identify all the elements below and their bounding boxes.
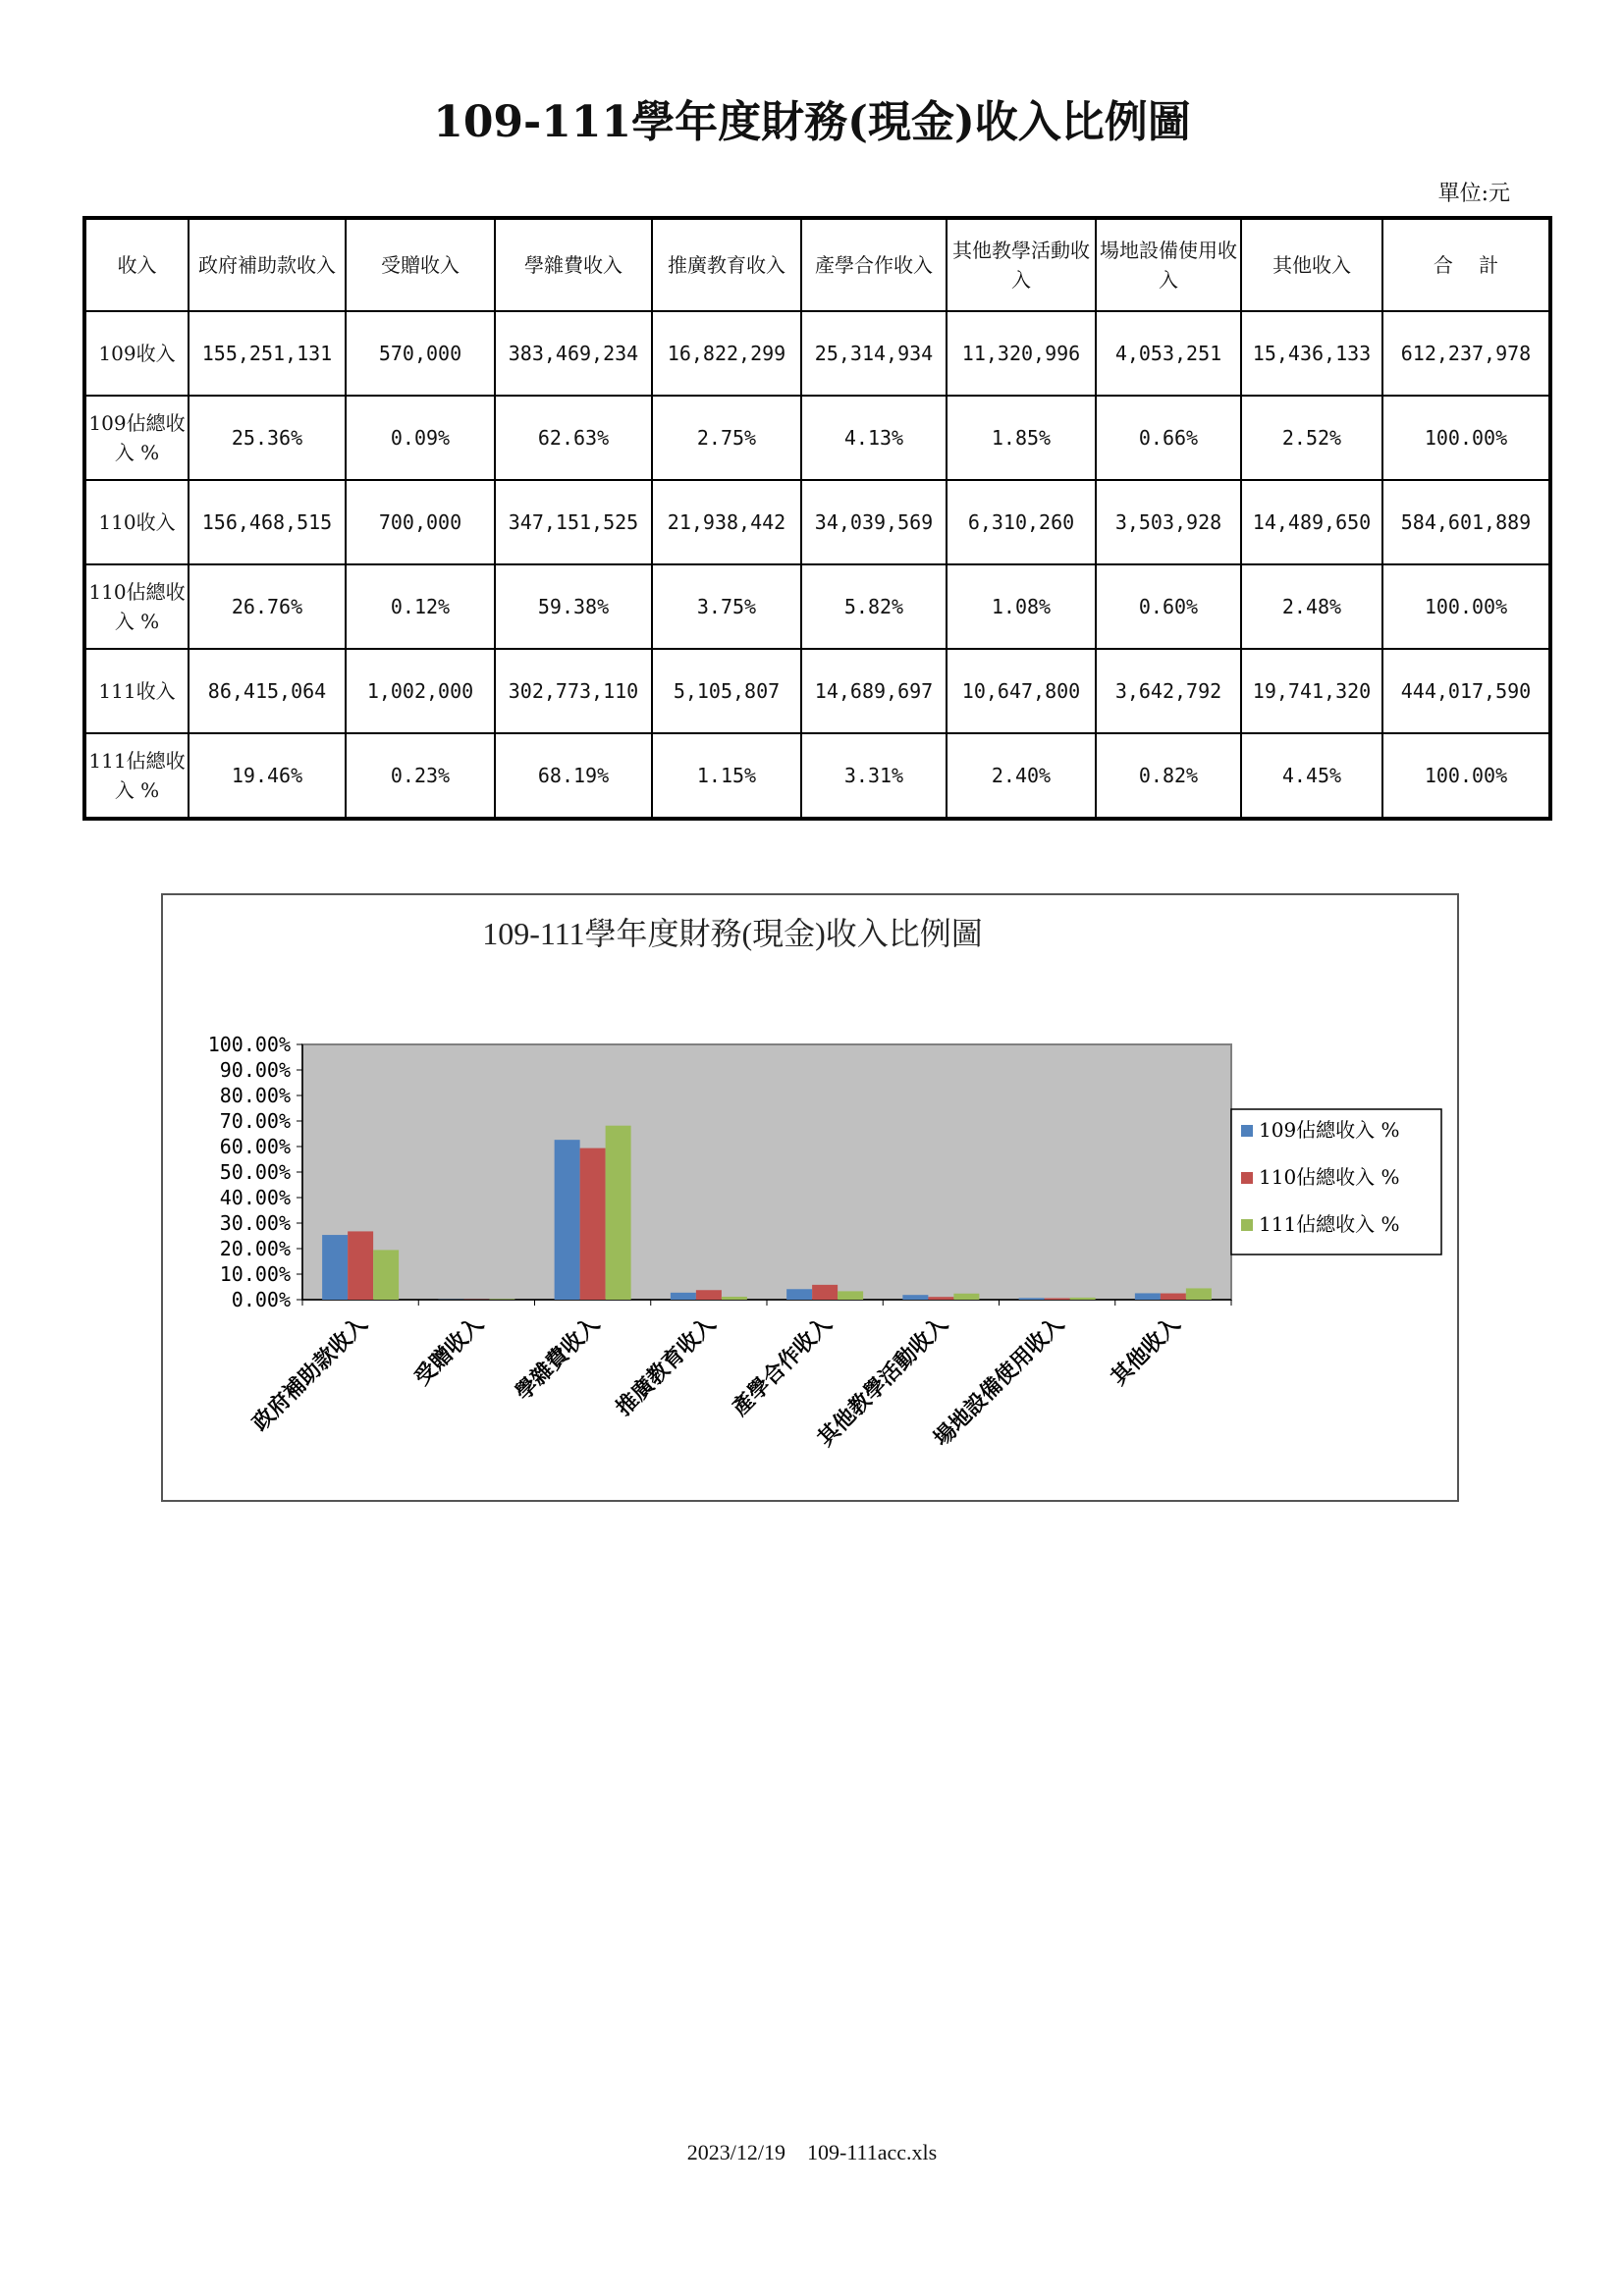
table-cell: 2.48% (1241, 564, 1382, 649)
bar-1-4 (671, 1293, 696, 1300)
table-header-cell: 產學合作收入 (801, 218, 947, 311)
table-cell: 10,647,800 (947, 649, 1096, 733)
table-cell: 1.85% (947, 396, 1096, 480)
y-tick-label: 40.00% (219, 1186, 291, 1209)
y-tick-label: 10.00% (219, 1262, 291, 1286)
table-cell: 612,237,978 (1382, 311, 1550, 396)
table-row (84, 396, 1550, 480)
bar-3-5 (838, 1291, 863, 1300)
x-category-label: 產學合作收入 (727, 1310, 838, 1421)
table-cell: 0.82% (1096, 733, 1241, 819)
y-tick-label: 50.00% (219, 1160, 291, 1184)
x-category-label: 政府補助款收入 (247, 1310, 373, 1437)
x-category-label: 受贈收入 (408, 1310, 489, 1391)
legend-swatch (1241, 1125, 1253, 1137)
table-cell: 3.31% (801, 733, 947, 819)
table-cell: 5.82% (801, 564, 947, 649)
table-cell: 19.46% (189, 733, 346, 819)
table-cell: 4.13% (801, 396, 947, 480)
table-cell: 1.08% (947, 564, 1096, 649)
table-cell: 1,002,000 (346, 649, 495, 733)
table-cell: 2.40% (947, 733, 1096, 819)
bar-3-2 (489, 1299, 514, 1300)
bar-2-1 (348, 1231, 373, 1300)
table-cell: 62.63% (495, 396, 652, 480)
bar-2-6 (928, 1297, 953, 1300)
row-label: 111佔總收入 % (84, 733, 189, 819)
table-cell: 3,642,792 (1096, 649, 1241, 733)
table-cell: 11,320,996 (947, 311, 1096, 396)
page-footer: 2023/12/19 109-111acc.xls (686, 2140, 938, 2164)
x-category-label: 推廣教育收入 (611, 1310, 722, 1421)
bar-2-8 (1161, 1294, 1186, 1300)
unit-label: 單位:元 (1437, 182, 1510, 206)
table-cell: 383,469,234 (495, 311, 652, 396)
row-label: 110收入 (84, 480, 189, 564)
bar-3-4 (722, 1297, 747, 1300)
chart-title: 109-111學年度財務(現金)收入比例圖 (482, 916, 983, 951)
chart-frame (161, 893, 1459, 1502)
table-row (84, 649, 1550, 733)
table-header-cell: 合 計 (1382, 218, 1550, 311)
table-cell: 584,601,889 (1382, 480, 1550, 564)
bar-2-4 (696, 1290, 722, 1300)
table-header-row (84, 218, 1550, 311)
bar-1-5 (786, 1289, 812, 1300)
y-tick-label: 20.00% (219, 1237, 291, 1260)
bar-1-7 (1019, 1298, 1045, 1300)
row-label: 109收入 (84, 311, 189, 396)
table-row (84, 480, 1550, 564)
table-cell: 0.66% (1096, 396, 1241, 480)
table-cell: 19,741,320 (1241, 649, 1382, 733)
x-category-label: 其他收入 (1106, 1310, 1186, 1391)
table-cell: 0.09% (346, 396, 495, 480)
table-header-cell: 其他收入 (1241, 218, 1382, 311)
table-cell: 3.75% (652, 564, 801, 649)
x-category-label: 場地設備使用收入 (929, 1310, 1069, 1452)
table-cell: 0.60% (1096, 564, 1241, 649)
table-cell: 1.15% (652, 733, 801, 819)
income-ratio-chart (163, 895, 1457, 1500)
bar-3-6 (953, 1294, 979, 1300)
table-cell: 16,822,299 (652, 311, 801, 396)
table-cell: 25.36% (189, 396, 346, 480)
table-header-cell: 收入 (84, 218, 189, 311)
table-cell: 2.52% (1241, 396, 1382, 480)
table-cell: 570,000 (346, 311, 495, 396)
table-row (84, 564, 1550, 649)
legend-swatch (1241, 1172, 1253, 1184)
table-cell: 156,468,515 (189, 480, 346, 564)
table-cell: 0.23% (346, 733, 495, 819)
table-cell: 34,039,569 (801, 480, 947, 564)
table-cell: 100.00% (1382, 733, 1550, 819)
y-tick-label: 70.00% (219, 1109, 291, 1133)
table-cell: 4,053,251 (1096, 311, 1241, 396)
table-cell: 3,503,928 (1096, 480, 1241, 564)
y-tick-label: 90.00% (219, 1058, 291, 1082)
bar-3-3 (606, 1126, 631, 1300)
y-tick-label: 60.00% (219, 1135, 291, 1158)
table-header-cell: 受贈收入 (346, 218, 495, 311)
y-tick-label: 0.00% (231, 1288, 291, 1311)
table-header-cell: 其他教學活動收入 (947, 218, 1096, 311)
table-cell: 0.12% (346, 564, 495, 649)
bar-2-5 (812, 1285, 838, 1300)
income-table (82, 216, 1552, 821)
legend-label: 111佔總收入 % (1259, 1212, 1400, 1236)
table-cell: 21,938,442 (652, 480, 801, 564)
row-label: 110佔總收入 % (84, 564, 189, 649)
table-cell: 14,489,650 (1241, 480, 1382, 564)
x-category-label: 學雜費收入 (510, 1310, 605, 1407)
table-cell: 302,773,110 (495, 649, 652, 733)
table-cell: 26.76% (189, 564, 346, 649)
table-cell: 347,151,525 (495, 480, 652, 564)
table-cell: 15,436,133 (1241, 311, 1382, 396)
bar-3-1 (373, 1250, 399, 1300)
table-row (84, 311, 1550, 396)
table-cell: 59.38% (495, 564, 652, 649)
table-cell: 68.19% (495, 733, 652, 819)
plot-area (302, 1044, 1231, 1300)
row-label: 111收入 (84, 649, 189, 733)
table-cell: 700,000 (346, 480, 495, 564)
row-label: 109佔總收入 % (84, 396, 189, 480)
bar-3-7 (1070, 1298, 1096, 1300)
bar-2-3 (580, 1148, 606, 1300)
bar-1-1 (322, 1235, 348, 1300)
bar-2-7 (1045, 1298, 1070, 1300)
legend-label: 109佔總收入 % (1259, 1118, 1400, 1142)
legend-label: 110佔總收入 % (1259, 1165, 1400, 1189)
bar-1-6 (902, 1295, 928, 1300)
table-cell: 100.00% (1382, 564, 1550, 649)
table-cell: 5,105,807 (652, 649, 801, 733)
table-cell: 25,314,934 (801, 311, 947, 396)
x-category-label: 其他教學活動收入 (812, 1310, 953, 1452)
table-cell: 100.00% (1382, 396, 1550, 480)
table-header-cell: 政府補助款收入 (189, 218, 346, 311)
legend-swatch (1241, 1219, 1253, 1231)
bar-3-8 (1186, 1288, 1212, 1300)
table-cell: 6,310,260 (947, 480, 1096, 564)
table-cell: 2.75% (652, 396, 801, 480)
y-tick-label: 80.00% (219, 1084, 291, 1107)
y-tick-label: 100.00% (207, 1033, 291, 1056)
bar-1-3 (555, 1140, 580, 1300)
table-cell: 4.45% (1241, 733, 1382, 819)
table-cell: 444,017,590 (1382, 649, 1550, 733)
y-tick-label: 30.00% (219, 1211, 291, 1235)
table-cell: 86,415,064 (189, 649, 346, 733)
table-header-cell: 推廣教育收入 (652, 218, 801, 311)
bar-1-8 (1135, 1293, 1161, 1300)
table-cell: 155,251,131 (189, 311, 346, 396)
table-row (84, 733, 1550, 819)
page-title: 109-111學年度財務(現金)收入比例圖 (433, 97, 1191, 147)
table-header-cell: 場地設備使用收入 (1096, 218, 1241, 311)
table-header-cell: 學雜費收入 (495, 218, 652, 311)
table-cell: 14,689,697 (801, 649, 947, 733)
